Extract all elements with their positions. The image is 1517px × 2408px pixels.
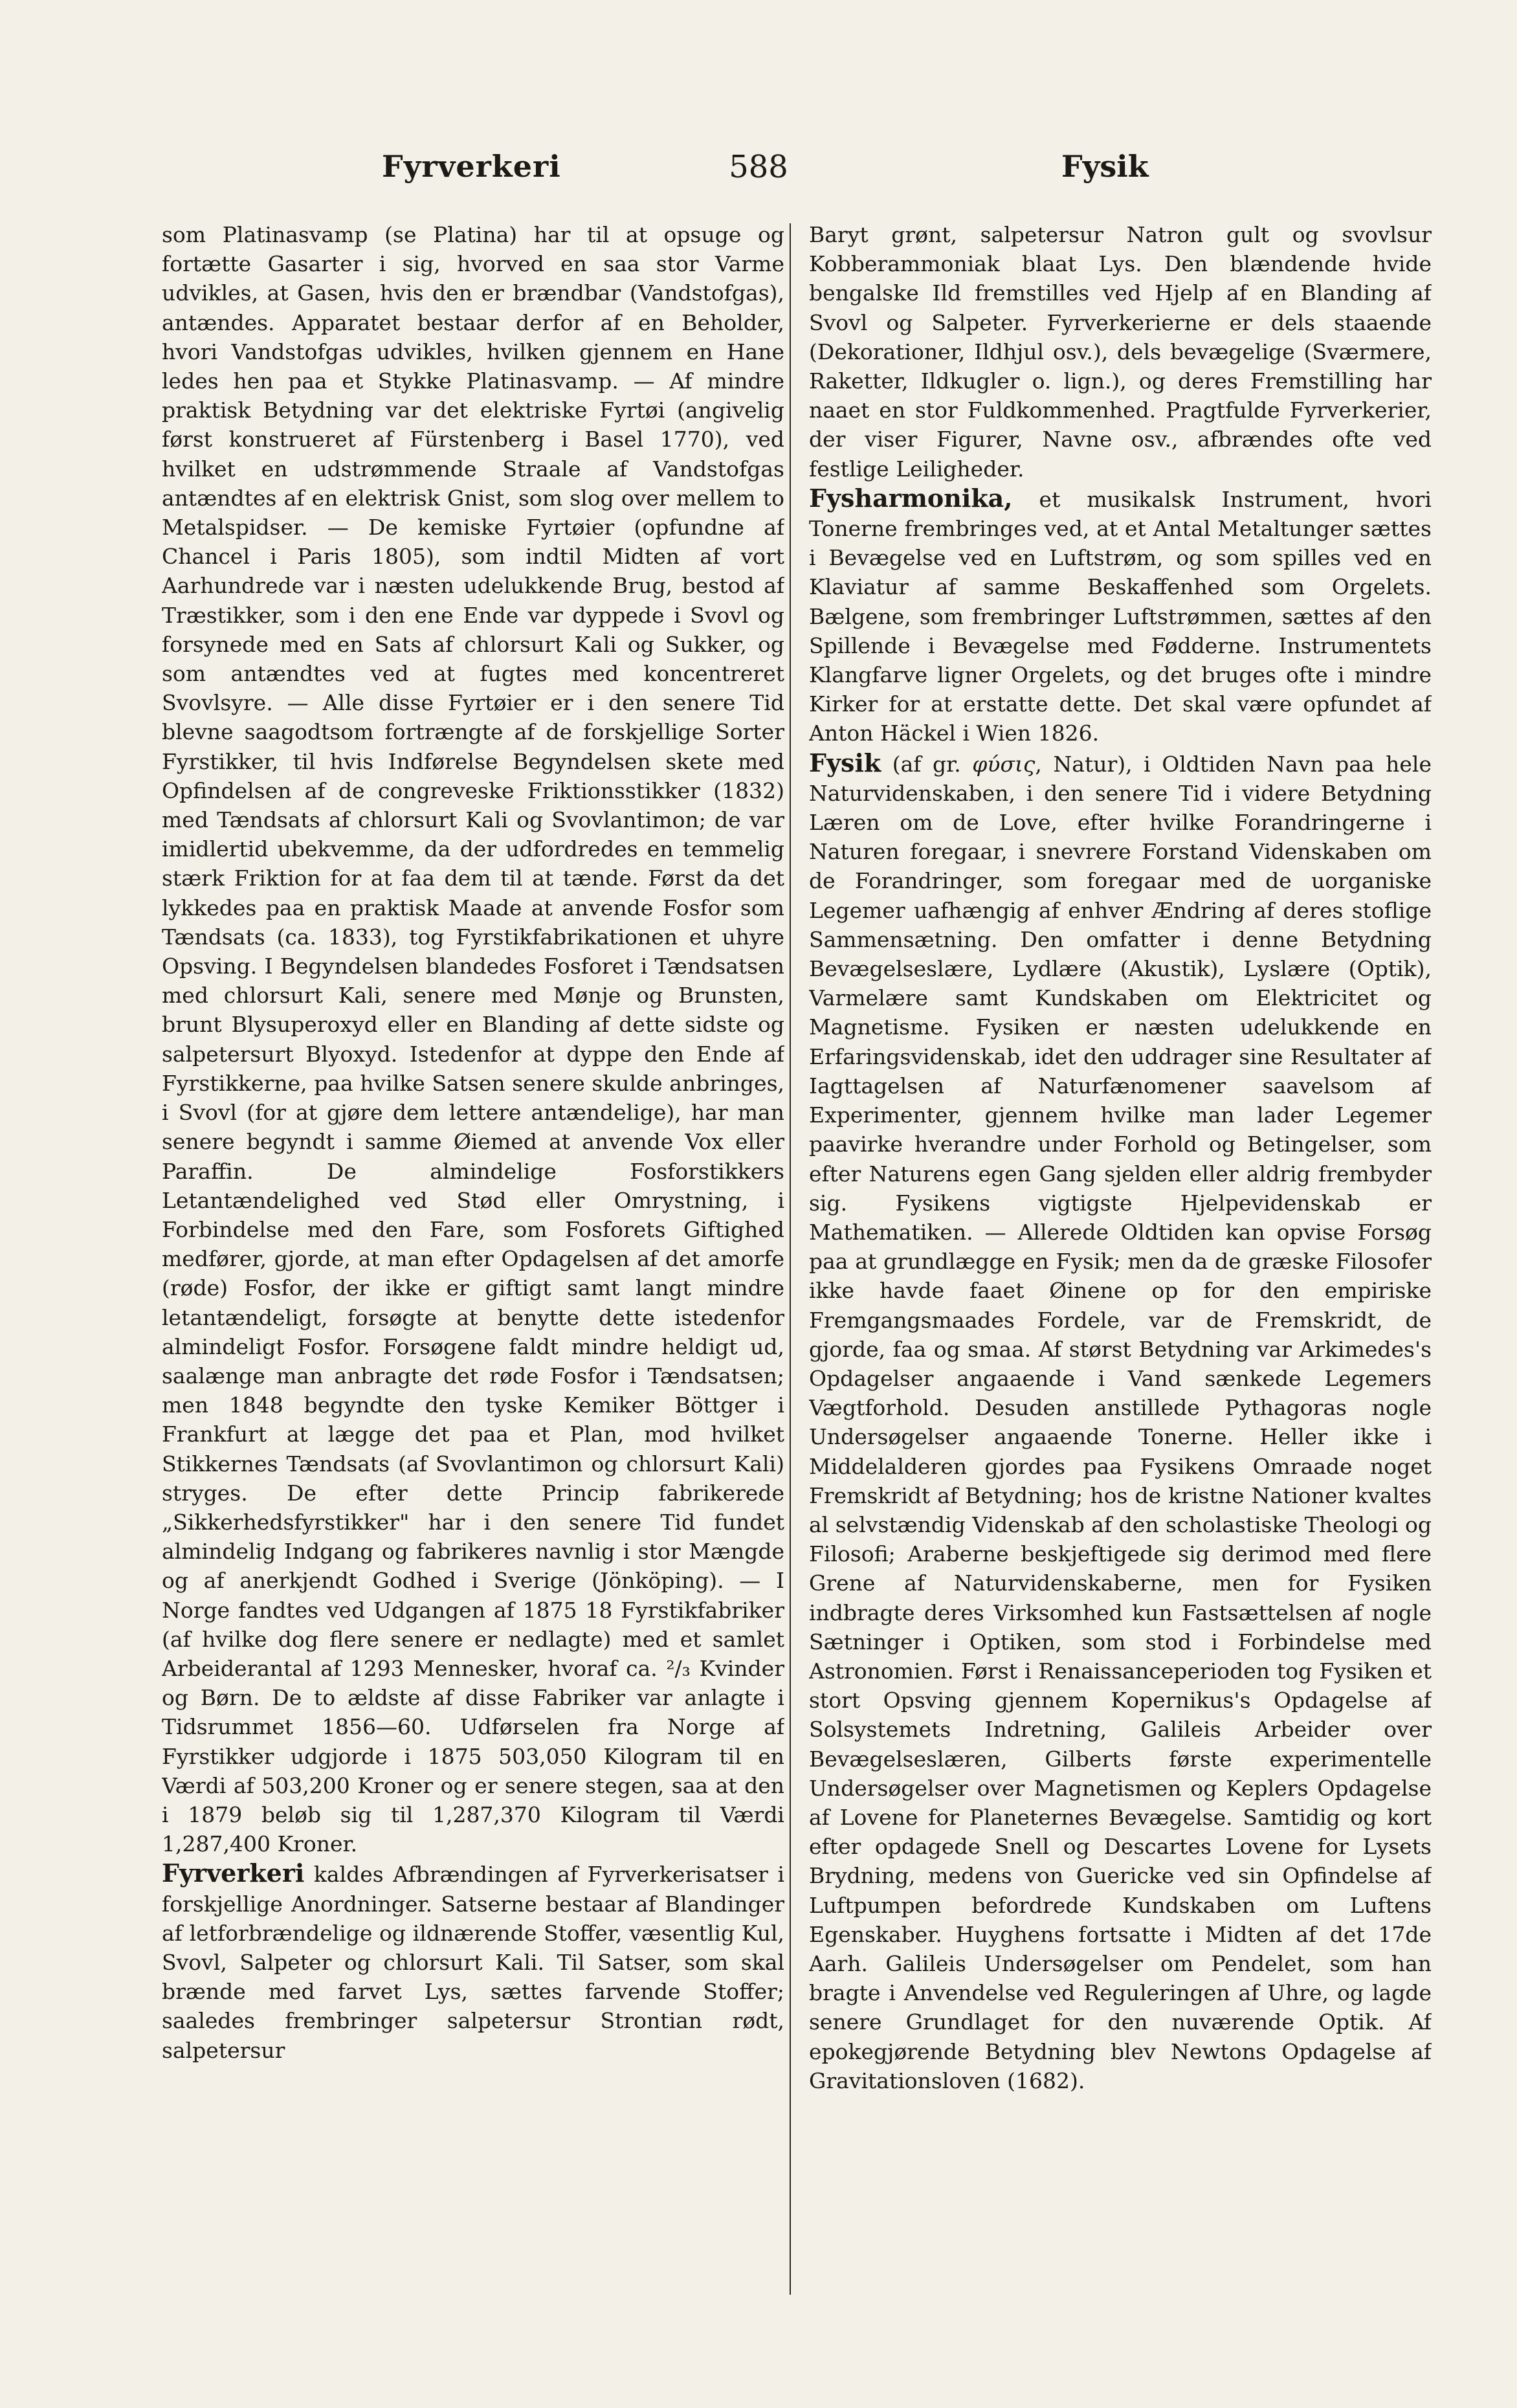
entry-text: kaldes Afbrændingen af Fyrverkerisatser i forskjellige Anordninger. Satserne bestaar af Blandinger af letforbrændelige og ildnærende Stoffer, væsentlig Kul, Svovl, Salpeter og chlorsurt Kali. Til Satser, som skal brænde med farvet Lys, sættes farvende Stoffer; saaledes frembringer salpetersur Strontian rødt, salpetersur xyxy=(162,1862,784,2063)
entry-text: som Platinasvamp (se Platina) har til at opsuge og fortætte Gasarter i sig, hvorved en saa stor Varme udvikles, at Gasen, hvis den er brændbar (Vandstofgas), antændes. Apparatet bestaar derfor af en Beholder, hvori Vandstofgas udvikles, hvilken gjennem en Hane ledes hen paa et Stykke Platinasvamp. — Af mindre praktisk Betydning var det elektriske Fyrtøi (angivelig først konstrueret af Fürstenberg i Basel 1770), ved hvilket en udstrømmende Straale af Vandstofgas antændtes af en elektrisk Gnist, som slog over mellem to Metalspidser. — De kemiske Fyrtøier (opfundne af Chancel i Paris 1805), som indtil Midten af vort Aarhundrede var i næsten udelukkende Brug, bestod af Træstikker, som i den ene Ende var dyppede i Svovl og forsynede med en Sats af chlorsurt Kali og Sukker, og som antændtes ved at fugtes med koncentreret Svovlsyre. — Alle disse Fyrtøier er i den senere Tid blevne saagodtsom fortrængte af de forskjellige Sorter Fyrstikker, til hvis Indførelse Begyndelsen skete med Opfindelsen af de congreveske Friktionsstikker (1832) med Tændsats af chlorsurt Kali og Svovlantimon; de var imidlertid ubekvemme, da der udfordredes en temmelig stærk Friktion for at faa dem til at tænde. Først da det lykkedes paa en praktisk Maade at anvende Fosfor som Tændsats (ca. 1833), tog Fyrstikfabrikationen et uhyre Opsving. I Begyndelsen blandedes Fosforet i Tændsatsen med chlorsurt Kali, senere med Mønje og Brunsten, brunt Blysuperoxyd eller en Blanding af dette sidste og salpetersurt Blyoxyd. Istedenfor at dyppe den Ende af Fyrstikkerne, paa hvilke Satsen senere skulde anbringes, i Svovl (for at gjøre dem lettere antændelige), har man senere begyndt i samme Øiemed at anvende Vox eller Paraffin. De almindelige Fosforstikkers Letantændelighed ved Stød eller Omrystning, i Forbindelse med den Fare, som Fosforets Giftighed medfører, gjorde, at man efter Opdagelsen af det amorfe (røde) Fosfor, der ikke er giftigt samt langt mindre letantændeligt, forsøgte at benytte dette istedenfor almindeligt Fosfor. Forsøgene faldt mindre heldigt ud, saalænge man anbragte det røde Fosfor i Tændsatsen; men 1848 begyndte den tyske Kemiker Böttger i Frankfurt at lægge det paa et Plan, mod hvilket Stikkernes Tændsats (af Svovlantimon og chlorsurt Kali) stryges. De efter dette Princip fabrikerede „Sikkerhedsfyrstikker" har i den senere Tid fundet almindelig Indgang og fabrikeres navnlig i stor Mængde og af anerkjendt Godhed i Sverige (Jönköping). — I Norge fandtes ved Udgangen af 1875 18 Fyrstikfabriker (af hvilke dog flere senere er nedlagte) med et samlet Arbeiderantal af 1293 Mennesker, hvoraf ca. ²/₃ Kvinder og Børn. De to ældste af disse Fabriker var anlagte i Tidsrummet 1856—60. Udførselen fra Norge af Fyrstikker udgjorde i 1875 503,050 Kilogram til en Værdi af 503,200 Kroner og er senere stegen, saa at den i 1879 beløb sig til 1,287,370 Kilogram til Værdi 1,287,400 Kroner. xyxy=(162,222,784,1857)
entry-fyrverkeri xyxy=(162,1858,784,2064)
column-divider xyxy=(790,223,791,2295)
etymology-prefix: (af gr. xyxy=(892,751,961,777)
page-number: 588 xyxy=(729,149,788,185)
entry-fysharmonika xyxy=(809,484,1432,748)
page-header xyxy=(0,149,1517,201)
left-column xyxy=(162,220,784,2317)
greek-word: φύσις xyxy=(972,751,1035,777)
headword: Fysik xyxy=(809,748,881,777)
running-head-left: Fyrverkeri xyxy=(382,149,561,184)
entry-text: , Natur), i Oldtiden Navn paa hele Naturvidenskaben, i den senere Tid i videre Betydning Læren om de Love, efter hvilke Forandringerne i Naturen foregaar, i snevrere Forstand Videnskaben om de Forandringer, som foregaar med de uorganiske Legemer uafhængig af enhver Ændring af deres stoflige Sammensætning. Den omfatter i denne Betydning Bevægelseslære, Lydlære (Akustik), Lyslære (Optik), Varmelære samt Kundskaben om Elektricitet og Magnetisme. Fysiken er næsten udelukkende en Erfaringsvidenskab, idet den uddrager sine Resultater af Iagttagelsen af Naturfænomener saavelsom af Experimenter, gjennem hvilke man lader Legemer paavirke hverandre under Forhold og Betingelser, som efter Naturens egen Gang sjelden eller aldrig frembyder sig. Fysikens vigtigste Hjelpevidenskab er Mathematiken. — Allerede Oldtiden kan opvise Forsøg paa at grundlægge en Fysik; men da de græske Filosofer ikke havde faaet Øinene op for den empiriske Fremgangsmaades Fordele, var de Fremskridt, de gjorde, faa og smaa. Af størst Betydning var Arkimedes's Opdagelser angaaende i Vand sænkede Legemers Vægtforhold. Desuden anstillede Pythagoras nogle Undersøgelser angaaende Tonerne. Heller ikke i Middelalderen gjordes paa Fysikens Omraade noget Fremskridt af Betydning; hos de kristne Nationer kvaltes al selvstændig Videnskab af den scholastiske Theologi og Filosofi; Araberne beskjeftigede sig derimod med flere Grene af Naturvidenskaberne, men for Fysiken indbragte deres Virksomhed kun Fastsættelsen af nogle Sætninger i Optiken, som stod i Forbindelse med Astronomien. Først i Renaissanceperioden tog Fysiken et stort Opsving gjennem Kopernikus's Opdagelse af Solsystemets Indretning, Galileis Arbeider over Bevægelseslæren, Gilberts første experimentelle Undersøgelser over Magnetismen og Keplers Opdagelse af Lovene for Planeternes Bevægelse. Samtidig og kort efter opdagede Snell og Descartes Lovene for Lysets Brydning, medens von Guericke ved sin Opfindelse af Luftpumpen befordrede Kundskaben om Luftens Egenskaber. Huyghens fortsatte i Midten af det 17de Aarh. Galileis Undersøgelser om Pendelet, som han bragte i Anvendelse ved Reguleringen af Uhre, og lagde senere Grundlaget for den nuværende Optik. Af epokegjørende Betydning blev Newtons Opdagelse af Gravitationsloven (1682). xyxy=(809,751,1432,2093)
entry-fysik xyxy=(809,748,1432,2095)
entry-text: Baryt grønt, salpetersur Natron gult og svovlsur Kobberammoniak blaat Lys. Den blændende hvide bengalske Ild fremstilles ved Hjelp af en Blanding af Svovl og Salpeter. Fyrverkerierne er dels staaende (Dekorationer, Ildhjul osv.), dels bevægelige (Sværmere, Raketter, Ildkugler o. lign.), og deres Fremstilling har naaet en stor Fuldkommenhed. Pragtfulde Fyrverkerier, der viser Figurer, Navne osv., afbrændes ofte ved festlige Leiligheder. xyxy=(809,222,1432,482)
entry-text: et musikalsk Instrument, hvori Tonerne frembringes ved, at et Antal Metaltunger sættes i Bevægelse ved en Luftstrøm, og som spilles ved en Klaviatur af samme Beskaffenhed som Orgelets. Bælgene, som frembringer Luftstrømmen, sættes af den Spillende i Bevægelse med Fødderne. Instrumentets Klangfarve ligner Orgelets, og det bruges ofte i mindre Kirker for at erstatte dette. Det skal være opfundet af Anton Häckel i Wien 1826. xyxy=(809,486,1432,746)
entry-continuation xyxy=(162,220,784,1858)
right-column xyxy=(809,220,1432,2317)
headword: Fysharmonika, xyxy=(809,483,1013,513)
running-head-right: Fysik xyxy=(1061,149,1149,184)
headword: Fyrverkeri xyxy=(162,1858,305,1888)
entry-continuation xyxy=(809,220,1432,484)
